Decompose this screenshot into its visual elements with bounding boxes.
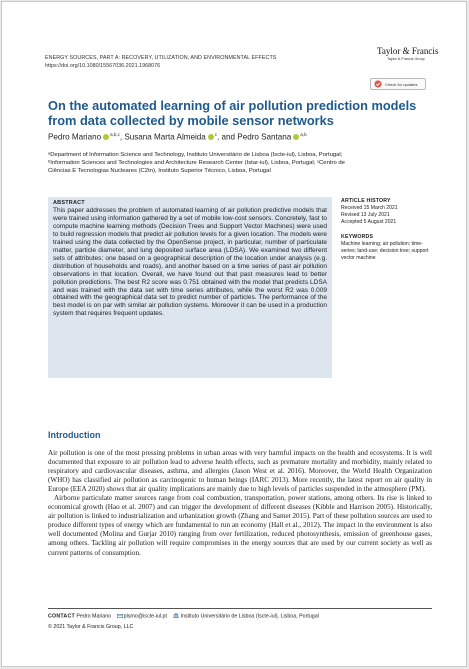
article-sidebar <box>341 198 433 262</box>
affiliation-line: Ciências E Tecnologias Nucleares (C2tn), Instituto Superior Técnico, Lisboa, Portugal <box>48 168 271 174</box>
journal-name: ENERGY SOURCES, PART A: RECOVERY, UTILIZATION, AND ENVIRONMENTAL EFFECTS <box>45 55 277 61</box>
contact-name: Pedro Mariano <box>76 613 112 620</box>
author-separator: , <box>217 132 220 142</box>
article-title: On the automated learning of air pollution prediction models from data collected by mobile sensor networks <box>48 98 417 128</box>
affiliation-line: ᵃDepartment of Information Science and Technology, Instituto Universitário de Lisboa (Iscte-iul), Lisboa, Portugal; <box>48 152 343 158</box>
keywords-list: Machine learning; air pollution; time-series; land-use; decision tree; support vector machine <box>341 241 429 261</box>
abstract-box <box>48 197 332 378</box>
author-list <box>48 132 307 142</box>
author-affil-sup: a,b,c <box>110 132 120 137</box>
author-name[interactable]: Pedro Mariano <box>48 132 102 142</box>
footer-divider <box>48 608 432 609</box>
abstract-heading: ABSTRACT <box>53 200 85 206</box>
affiliations <box>48 151 428 175</box>
check-updates-icon <box>374 80 382 88</box>
email-icon <box>117 614 123 618</box>
publisher-logo <box>374 45 439 61</box>
contact-label: CONTACT <box>48 613 75 620</box>
author-affil-sup: c <box>214 132 218 137</box>
history-accepted: Accepted 5 August 2021 <box>341 219 397 225</box>
orcid-icon[interactable] <box>103 134 109 140</box>
abstract-text: This paper addresses the problem of automated learning of air pollution predictive models that were trained using information gathered by a set of mobile low-cost sensors. Concretely, fast to compute machine learning methods (Decision Trees and Support Vector Machines) were used to build regression models that predict air pollution levels for a given location. The models were trained using the data collected by the OpenSense project, in particular, number of particulate matter, particle diameter, and lung deposited surface area (LDSA). We examined two different sets of attributes: one based on a geographical description of the location under analysis (e.g. distribution of households and roads), and another based on a time series of past air pollution observations in that location. Overall, we have found out that past measures lead to better pollution predictions. The best R2 score was 0.751 obtained with the model that predicts LDSA and was trained with the data set with time series attributes, while the worst R2 was 0.009 obtained with the geographical data set to predict number of particles. The performance of the best model is on par with similar air pollution systems. Moreover it can be used in a production system that requires frequent updates. <box>53 207 327 318</box>
paragraph: Airborne particulate matter sources range from coal combustion, transportation, power stations, among others. Its rise is linked to economical growth (Hao et al. 2007) and can trigger the development of different diseases (Kibble and Harrison 2005). Historically, air pollution is linked to industrialization and urbanization growth (Zhang and Samet 2015). Part of these pollution sources are used to produce different types of energy which are fundamental to run an economy (Hall et al., 2012). The impact in the environment is also well documented (Molina and Gurjar 2010) ranging from over fertilization, reduced photosynthesis, emission of greenhouse gases, among others. Tackling air pollution will require compromises in the energy sources that are used by our current society as well as current patterns of consumption. <box>48 494 432 557</box>
paragraph: Air pollution is one of the most pressing problems in urban areas with very harmful impacts on the health and ecosystems. It is well documented that exposure to air pollution lead to adverse health effects, such as premature mortality and morbidity, mainly related to respiratory and cardiovascular diseases, asthma, and allergies (Jason West et al. 2016). Moreover, the World Health Organization (WHO) has classified air pollution as carcinogenic to human beings (IARC 2013). More recently, the latest report on air quality in Europe (EEA 2020) shows that air quality implications are mainly due to high levels of particles suspended in the atmosphere (PM). <box>48 449 432 494</box>
author-separator: , <box>119 132 123 142</box>
orcid-icon[interactable] <box>293 134 299 140</box>
history-revised: Revised 13 July 2021 <box>341 212 390 218</box>
author-name[interactable]: Susana Marta Almeida <box>124 132 206 142</box>
paper-page <box>1 1 467 667</box>
author-affil-sup: a,b <box>300 132 307 137</box>
author-name[interactable]: and Pedro Santana <box>221 132 292 142</box>
history-received: Received 15 March 2021 <box>341 205 398 211</box>
publisher-sub: Taylor & Francis Group <box>387 57 425 61</box>
contact-line <box>48 613 319 620</box>
contact-institution: Instituto Universitário de Lisboa (Iscte-iul), Lisboa, Portugal <box>180 613 319 620</box>
doi-link[interactable]: https://doi.org/10.1080/15567036.2021.1968076 <box>45 63 161 69</box>
copyright: © 2021 Taylor & Francis Group, LLC <box>48 624 134 630</box>
body-text <box>48 449 432 558</box>
institution-icon <box>173 613 179 618</box>
keywords-heading: KEYWORDS <box>341 234 374 240</box>
publisher-name: Taylor & Francis <box>377 46 439 56</box>
check-updates-button[interactable] <box>370 78 426 90</box>
contact-email[interactable]: plsmo@iscte-iul.pt <box>123 613 167 620</box>
check-updates-label: Check for updates <box>385 81 418 87</box>
section-heading: Introduction <box>48 430 101 440</box>
history-heading: ARTICLE HISTORY <box>341 198 391 204</box>
affiliation-line: ᵇInformation Sciences and Technologies and Architecture Research Center (Istar-iul), Lisboa, Portugal; ᶜCentro de <box>48 160 345 166</box>
orcid-icon[interactable] <box>208 134 214 140</box>
